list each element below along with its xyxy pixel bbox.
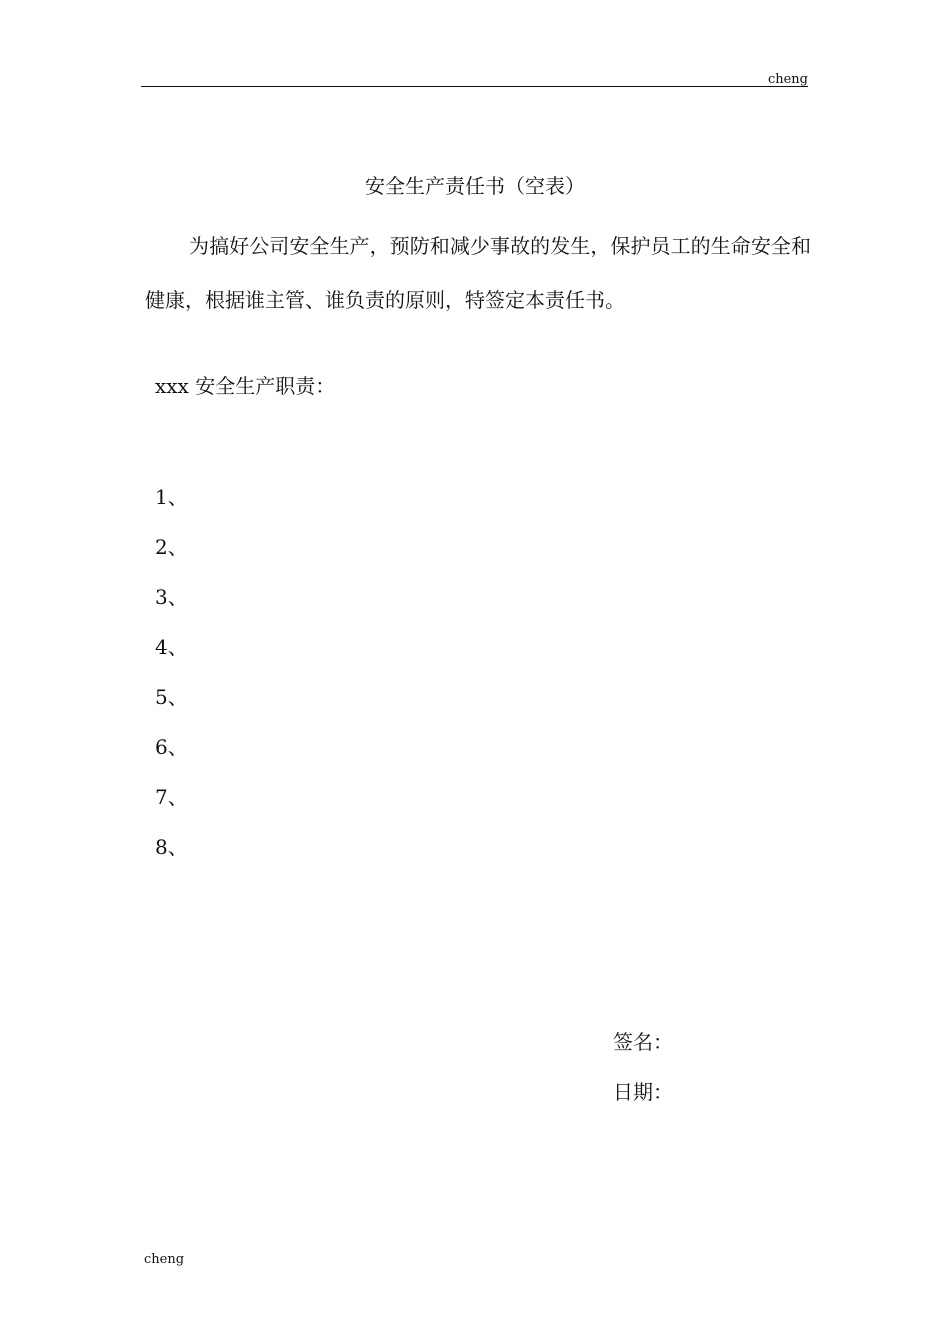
section-heading: xxx 安全生产职责： bbox=[155, 374, 336, 398]
page-footer-text: cheng bbox=[144, 1252, 185, 1267]
signature-label: 签名： bbox=[613, 1030, 673, 1054]
duty-item-1: 1、 bbox=[155, 485, 188, 509]
duty-item-8: 8、 bbox=[155, 835, 188, 859]
document-title: 安全生产责任书（空表） bbox=[365, 174, 585, 198]
duty-item-3: 3、 bbox=[155, 585, 188, 609]
header-divider bbox=[141, 86, 808, 87]
duty-item-7: 7、 bbox=[155, 785, 188, 809]
duty-item-4: 4、 bbox=[155, 635, 188, 659]
intro-paragraph: 为搞好公司安全生产，预防和减少事故的发生，保护员工的生命安全和健康，根据谁主管、谁负责的原则，特签定本责任书。 bbox=[145, 234, 811, 312]
duty-item-5: 5、 bbox=[155, 685, 188, 709]
date-label: 日期： bbox=[613, 1080, 673, 1104]
page-header-text: cheng bbox=[767, 72, 808, 87]
duty-list bbox=[155, 472, 188, 872]
duty-item-6: 6、 bbox=[155, 735, 188, 759]
signature-block bbox=[613, 1017, 673, 1117]
duty-item-2: 2、 bbox=[155, 535, 188, 559]
